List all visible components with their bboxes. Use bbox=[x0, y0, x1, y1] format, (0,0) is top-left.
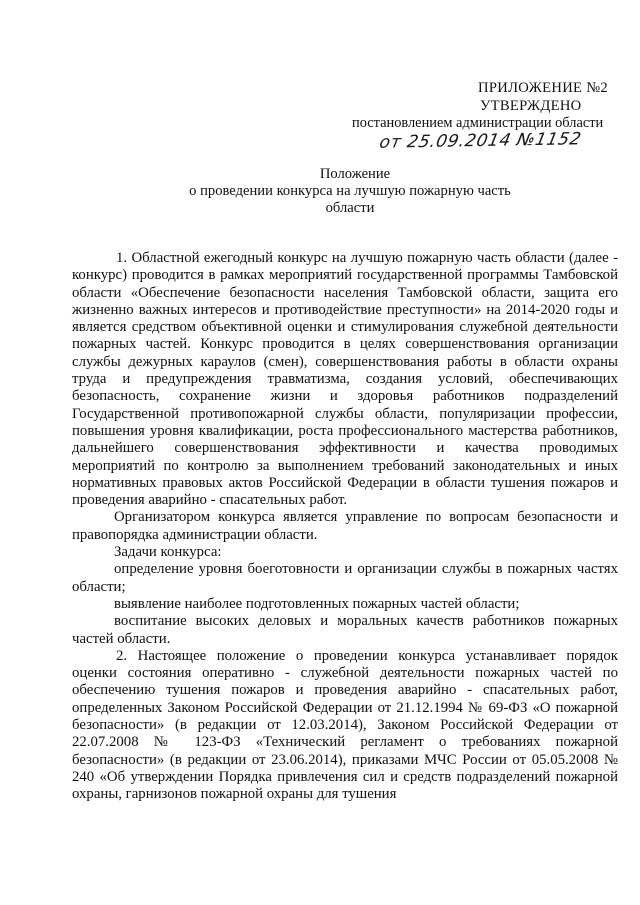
title-line-3: области bbox=[325, 200, 375, 217]
handwritten-date-number: от 25.09.2014 №1152 bbox=[377, 129, 584, 153]
paragraph-task-3: воспитание высоких деловых и моральных качеств работников пожарных частей области. bbox=[72, 613, 618, 647]
paragraph-organizer: Организатором конкурса является управление по вопросам безопасности и правопорядка администрации области. bbox=[72, 509, 618, 543]
title-line-2: о проведении конкурса на лучшую пожарную часть bbox=[189, 183, 511, 200]
approval-header bbox=[352, 80, 622, 133]
paragraph-2: 2. Настоящее положение о проведении конкурса устанавливает порядок оценки состояния оперативно - служебной деятельности пожарных частей по обеспечению тушения пожаров и проведения аварийно - спасательных работ, определенных Законом Российской Федерации от 21.12.1994 № 69-ФЗ «О пожарной безопасности» (в редакции от 12.03.2014), Законом Российской Федерации от 22.07.2008 № 123-ФЗ «Технический регламент о требованиях пожарной безопасности» (в редакции от 23.06.2014), приказами МЧС России от 05.05.2008 № 240 «Об утверждении Порядка привлечения сил и средств подразделений пожарной охраны, гарнизонов пожарной охраны для тушения bbox=[72, 647, 618, 803]
paragraph-task-1: определение уровня боеготовности и организации службы в пожарных частях области; bbox=[72, 561, 618, 595]
approved-by-label: постановлением администрации области bbox=[352, 115, 604, 131]
paragraph-1: 1. Областной ежегодный конкурс на лучшую пожарную часть области (далее - конкурс) проводится в рамках мероприятий государственной программы Тамбовской области «Обеспечение безопасности населения Тамбовской области, защита его жизненно важных интересов и противодействие преступности» на 2014-2020 годы и является средством объективной оценки и стимулирования служебной деятельности пожарных частей. Конкурс проводится в целях совершенствования организации службы дежурных караулов (смен), совершенствования работы в области охраны труда и предупреждения травматизма, создания условий, обеспечивающих безопасность, сохранение жизни и здоровья работников подразделений Государственной противопожарной службы области, популяризации профессии, повышения уровня квалификации, роста профессионального мастерства работников, дальнейшего совершенствования эффективности и качества проводимых мероприятий по контролю за выполнением требований законодательных и иных нормативных правовых актов Российской Федерации в области тушения пожаров и проведения аварийно - спасательных работ. bbox=[72, 250, 618, 509]
document-body bbox=[72, 250, 618, 804]
approved-label: УТВЕРЖДЕНО bbox=[480, 97, 582, 114]
paragraph-task-2: выявление наиболее подготовленных пожарных частей области; bbox=[114, 595, 520, 612]
appendix-label: ПРИЛОЖЕНИЕ №2 bbox=[478, 80, 609, 96]
paragraph-tasks-heading: Задачи конкурса: bbox=[114, 544, 222, 561]
title-line-1: Положение bbox=[319, 166, 391, 182]
document-title bbox=[80, 166, 620, 218]
